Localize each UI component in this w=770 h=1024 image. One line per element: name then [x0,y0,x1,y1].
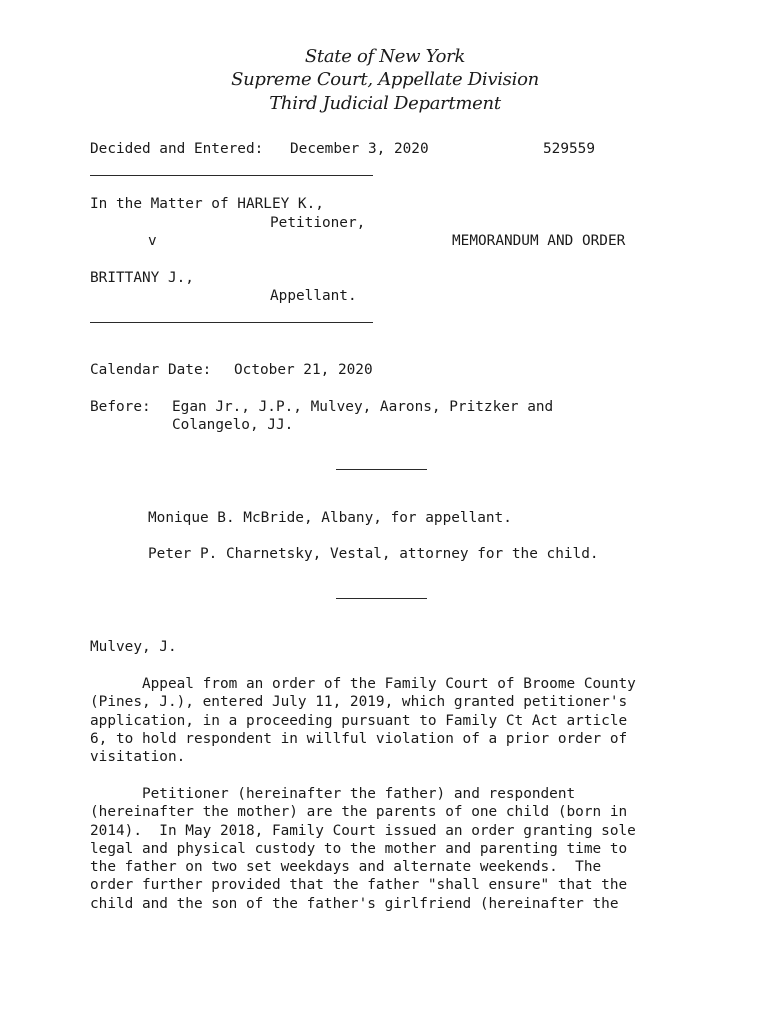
paragraph-line: application, in a proceeding pursuant to Family Ct Act article [90,712,628,729]
counsel-appellant: Monique B. McBride, Albany, for appellant. [148,510,512,526]
court-name: Supreme Court, Appellate Division [231,69,539,90]
caption-bottom-rule [90,322,373,323]
caption-top-rule [90,175,373,176]
memorandum-title: MEMORANDUM AND ORDER [452,233,626,249]
judges-line-1: Egan Jr., J.P., Mulvey, Aarons, Pritzker and [172,399,554,415]
paragraph-line: child and the son of the father's girlfriend (hereinafter the [90,895,619,912]
paragraph-line: order further provided that the father "shall ensure" that the [90,877,628,894]
before-label: Before: [90,399,151,415]
paragraph-line: visitation. [90,749,186,766]
matter-line: In the Matter of HARLEY K., [90,196,324,212]
calendar-date: October 21, 2020 [234,362,373,378]
opinion-paragraph-1 [90,675,690,766]
court-department: Third Judicial Department [269,93,501,114]
paragraph-line: legal and physical custody to the mother and parenting time to [90,840,628,857]
paragraph-line: the father on two set weekdays and alternate weekends. The [90,859,602,876]
docket-number: 529559 [543,141,595,157]
paragraph-line: (hereinafter the mother) are the parents of one child (born in [90,804,628,821]
paragraph-line: 2014). In May 2018, Family Court issued an order granting sole [90,822,636,839]
decided-label: Decided and Entered: [90,141,264,157]
respondent-name: BRITTANY J., [90,270,194,286]
section-divider-2 [336,598,427,599]
section-divider-1 [336,469,427,470]
paragraph-line: 6, to hold respondent in willful violation of a prior order of [90,730,628,747]
appellant-role: Appellant. [270,288,357,304]
petitioner-role: Petitioner, [270,215,366,231]
court-state: State of New York [304,46,466,67]
opinion-author: Mulvey, J. [90,639,177,655]
versus: v [148,233,157,249]
judges-line-2: Colangelo, JJ. [172,417,294,433]
paragraph-line: Petitioner (hereinafter the father) and respondent [90,786,576,802]
opinion-paragraph-2 [90,785,690,913]
counsel-child: Peter P. Charnetsky, Vestal, attorney for the child. [148,546,599,562]
paragraph-line: (Pines, J.), entered July 11, 2019, which granted petitioner's [90,694,628,711]
calendar-label: Calendar Date: [90,362,212,378]
decided-date: December 3, 2020 [290,141,429,157]
paragraph-line: Appeal from an order of the Family Court of Broome County [90,676,636,692]
